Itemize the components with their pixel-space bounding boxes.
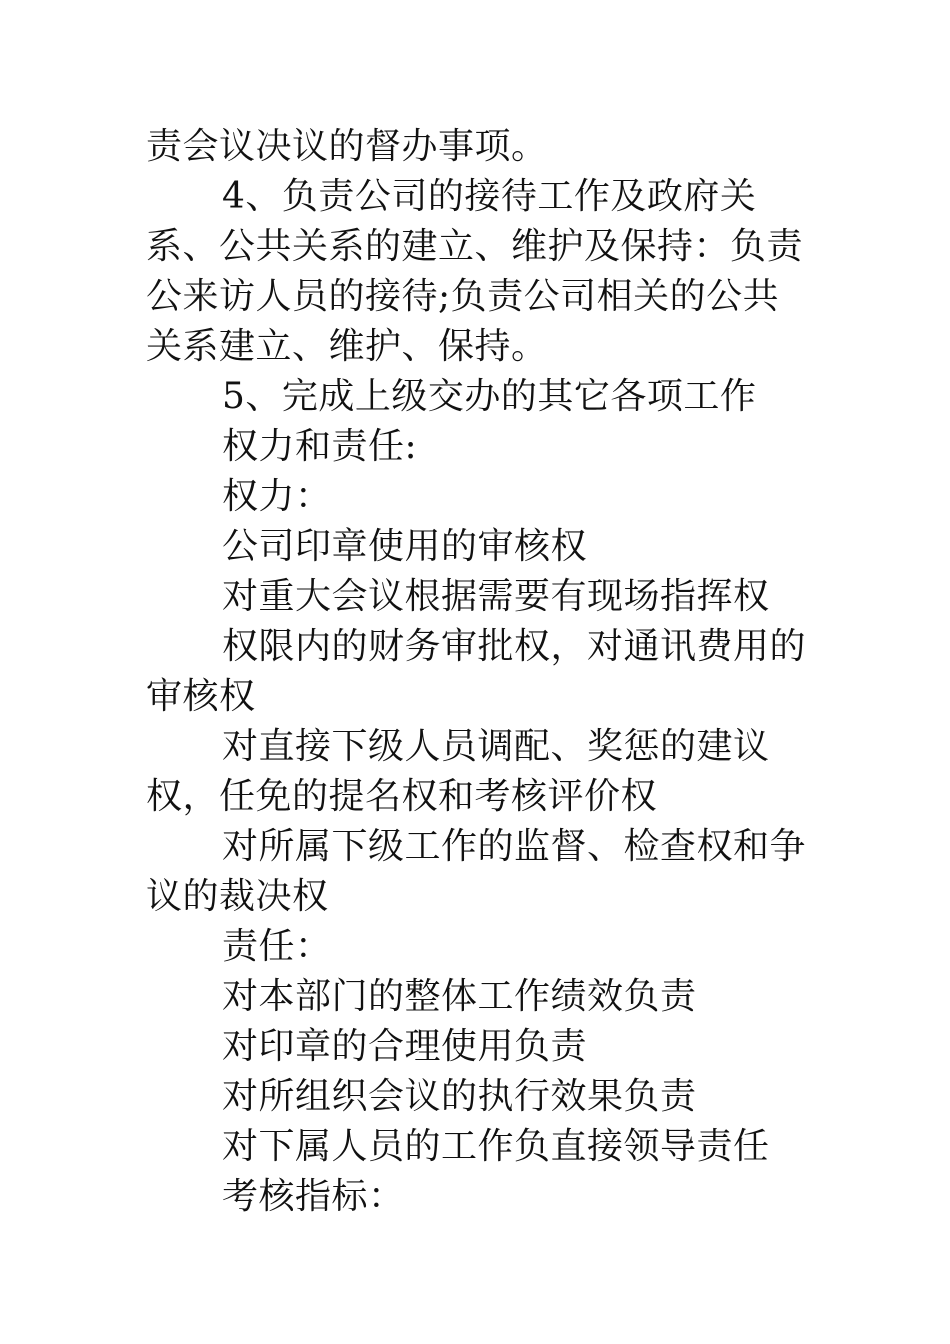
paragraph-14: 对所组织会议的执行效果负责 xyxy=(222,1076,697,1117)
paragraph-10: 对所属下级工作的监督、检查权和争议的裁决权 xyxy=(146,826,807,917)
paragraph-2: 4、负责公司的接待工作及政府关系、公共关系的建立、维护及保持：负责公来访人员的接待;负责公司相关的公共关系建立、维护、保持。 xyxy=(146,176,804,367)
paragraph-6: 公司印章使用的审核权 xyxy=(222,526,588,567)
paragraph-13: 对印章的合理使用负责 xyxy=(222,1026,588,1067)
document-body xyxy=(146,122,808,1222)
paragraph-15: 对下属人员的工作负直接领导责任 xyxy=(222,1126,770,1167)
paragraph-7: 对重大会议根据需要有现场指挥权 xyxy=(222,576,770,617)
paragraph-8: 权限内的财务审批权，对通讯费用的审核权 xyxy=(146,626,807,717)
paragraph-1: 责会议决议的督办事项。 xyxy=(146,126,548,167)
paragraph-9: 对直接下级人员调配、奖惩的建议权，任免的提名权和考核评价权 xyxy=(146,726,770,817)
paragraph-12: 对本部门的整体工作绩效负责 xyxy=(222,976,697,1017)
paragraph-3: 5、完成上级交办的其它各项工作 xyxy=(222,376,757,417)
paragraph-5: 权力： xyxy=(222,476,332,517)
paragraph-11: 责任： xyxy=(222,926,332,967)
paragraph-16: 考核指标： xyxy=(222,1176,405,1217)
paragraph-4: 权力和责任: xyxy=(222,426,418,467)
